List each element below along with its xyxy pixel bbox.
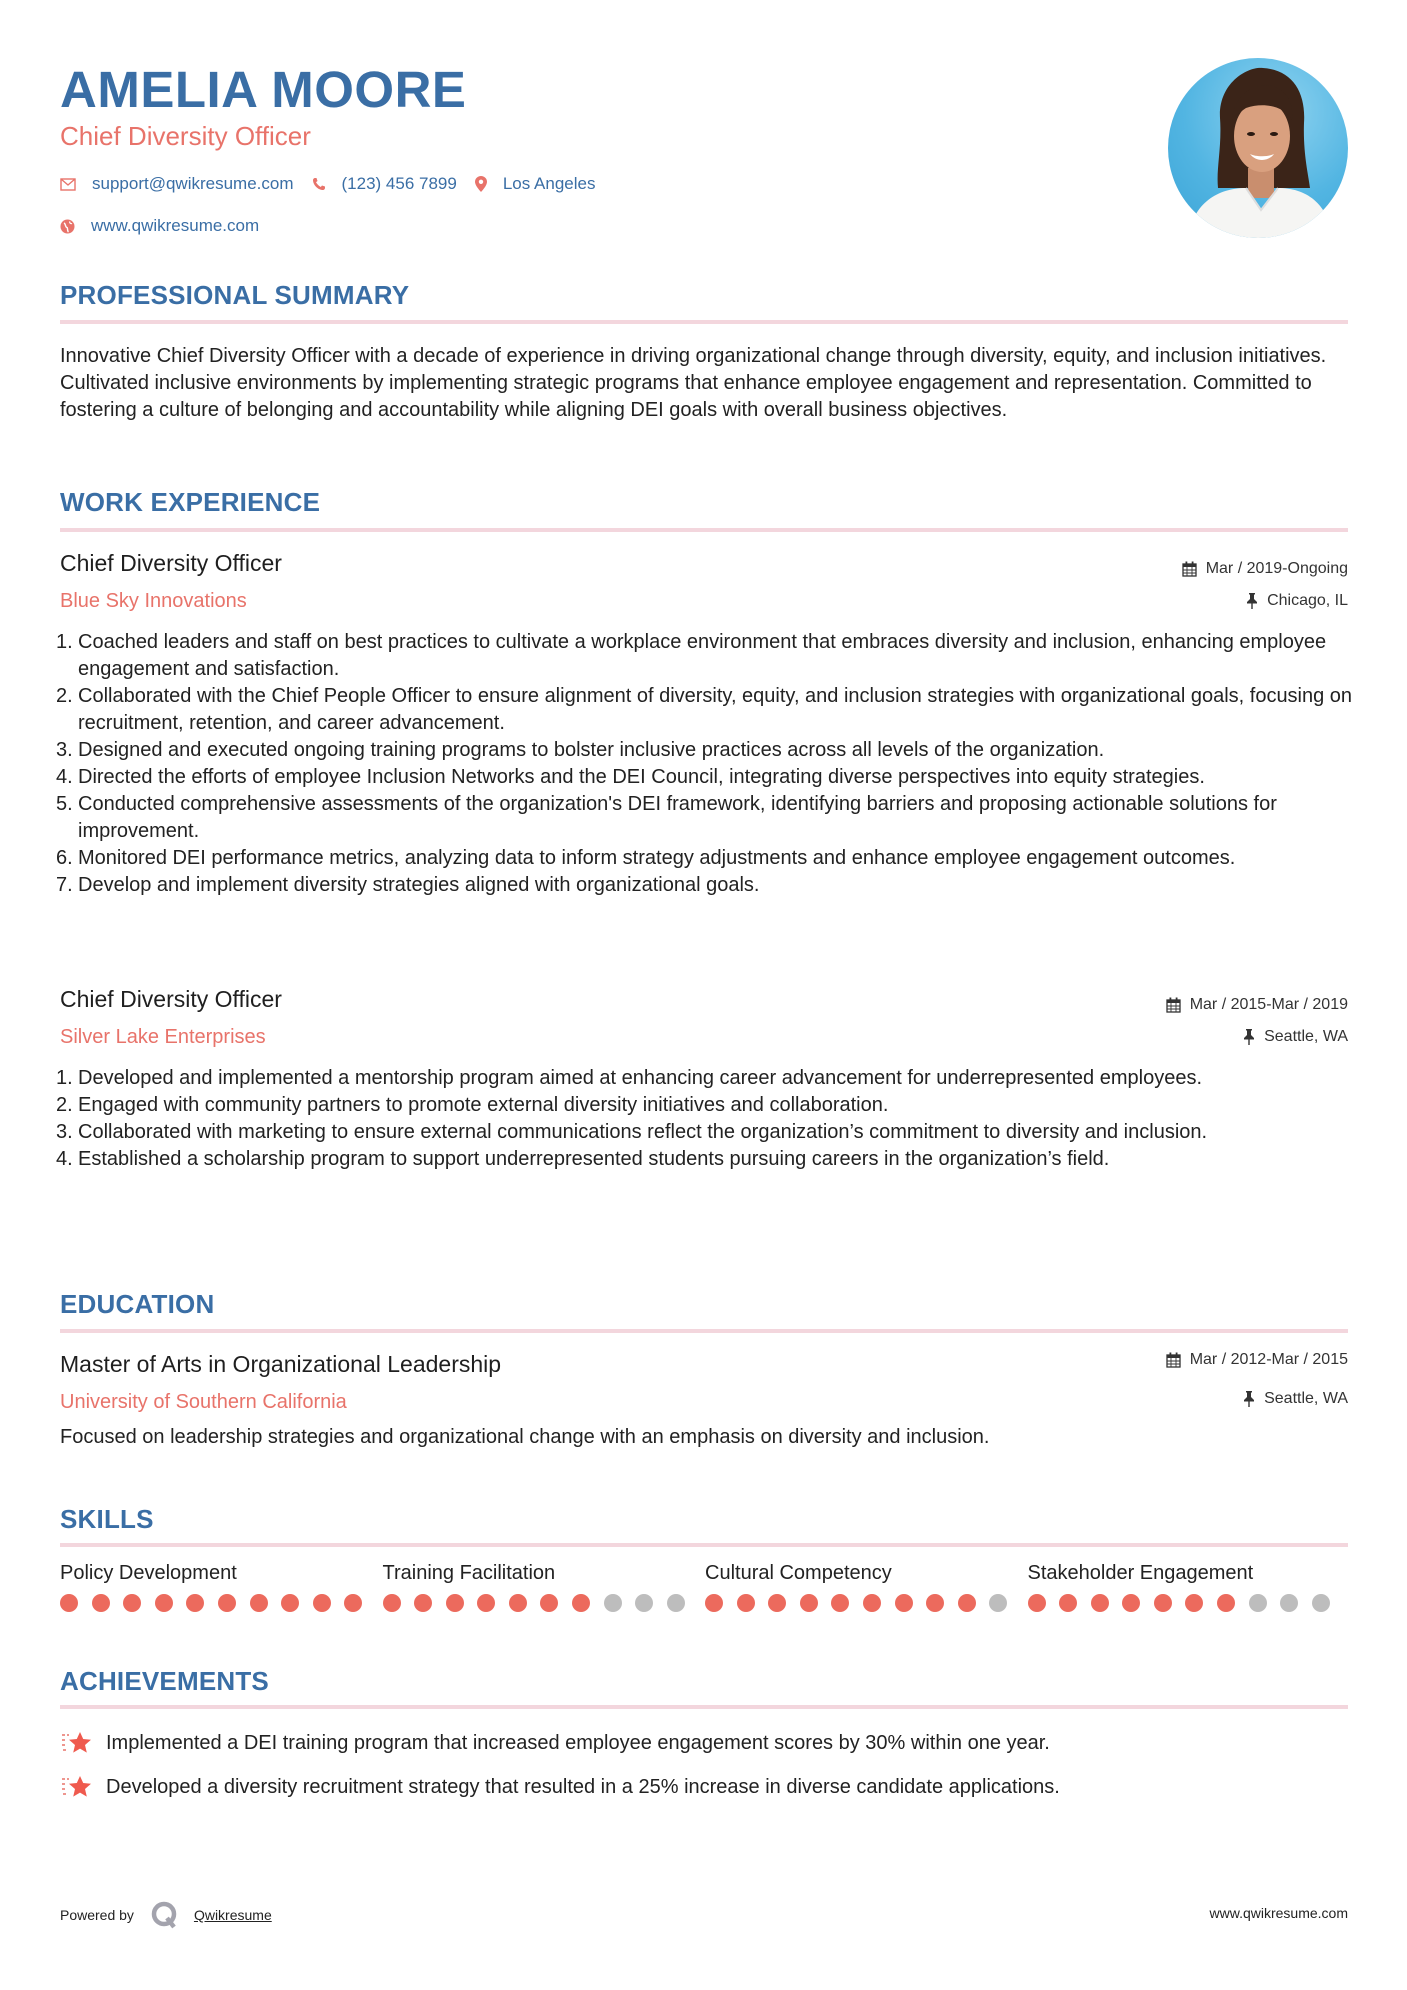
school-name: University of Southern California <box>60 1391 347 1413</box>
section-divider <box>60 1705 1348 1709</box>
skills-heading: SKILLS <box>60 1504 154 1534</box>
skill-name: Cultural Competency <box>705 1562 892 1584</box>
rating-dot-filled <box>383 1594 401 1612</box>
rating-dot-filled <box>155 1594 173 1612</box>
calendar-icon <box>1166 1352 1181 1368</box>
summary-heading: PROFESSIONAL SUMMARY <box>60 280 410 310</box>
contact-location <box>475 174 596 194</box>
candidate-title: Chief Diversity Officer <box>60 121 311 151</box>
skill-item <box>60 1560 383 1612</box>
skill-name: Training Facilitation <box>382 1562 556 1584</box>
candidate-name: AMELIA MOORE <box>60 61 467 118</box>
rating-dot-filled <box>281 1594 299 1612</box>
rating-dot-filled <box>737 1594 755 1612</box>
contact-email[interactable] <box>60 174 294 194</box>
rating-dot-filled <box>1122 1594 1140 1612</box>
list-item: 3. Designed and executed ongoing training programs to bolster inclusive practices across all levels of the organization. <box>56 739 1105 761</box>
job-location <box>1246 590 1348 612</box>
email-text: support@qwikresume.com <box>92 174 294 193</box>
pushpin-icon <box>1243 1391 1255 1407</box>
job-responsibilities <box>56 1065 1355 1173</box>
skills-list <box>60 1560 1350 1612</box>
job-company: Silver Lake Enterprises <box>60 1026 266 1048</box>
education-description: Focused on leadership strategies and organizational change with an emphasis on diversity and inclusion. <box>60 1426 990 1448</box>
achievement-text: Developed a diversity recruitment strategy that resulted in a 25% increase in diverse candidate applications. <box>106 1776 1060 1798</box>
rating-dot-filled <box>1091 1594 1109 1612</box>
rating-dot-filled <box>705 1594 723 1612</box>
rating-dot-filled <box>250 1594 268 1612</box>
education-location-text: Seattle, WA <box>1264 1390 1348 1407</box>
skill-rating <box>1028 1594 1351 1612</box>
rating-dot-filled <box>863 1594 881 1612</box>
skill-name: Policy Development <box>60 1562 237 1584</box>
rating-dot-filled <box>540 1594 558 1612</box>
calendar-icon <box>1166 997 1181 1013</box>
list-item: 7. Develop and implement diversity strategies aligned with organizational goals. <box>56 874 760 896</box>
achievement-text: Implemented a DEI training program that increased employee engagement scores by 30% within one year. <box>106 1732 1050 1754</box>
pushpin-icon <box>1243 1029 1255 1045</box>
skill-rating <box>705 1594 1028 1612</box>
rating-dot-filled <box>1028 1594 1046 1612</box>
person-photo-icon <box>1168 58 1348 238</box>
rating-dot-filled <box>344 1594 362 1612</box>
education-heading: EDUCATION <box>60 1289 215 1319</box>
phone-icon <box>312 177 326 191</box>
job-location-text: Seattle, WA <box>1264 1028 1348 1045</box>
shooting-star-icon <box>60 1729 94 1757</box>
list-item: 4. Established a scholarship program to support underrepresented students pursuing careers in the organization’s field. <box>56 1148 1110 1170</box>
job-dates-text: Mar / 2019-Ongoing <box>1205 560 1348 577</box>
globe-icon <box>60 219 75 234</box>
rating-dot-filled <box>313 1594 331 1612</box>
footer-url[interactable]: www.qwikresume.com <box>1209 1905 1348 1921</box>
rating-dot-filled <box>1059 1594 1077 1612</box>
rating-dot-filled <box>509 1594 527 1612</box>
rating-dot-filled <box>572 1594 590 1612</box>
location-text: Los Angeles <box>502 174 596 193</box>
list-item: 6. Monitored DEI performance metrics, analyzing data to inform strategy adjustments and enhance employee engagement outcomes. <box>56 847 1236 869</box>
powered-by-label: Powered by <box>60 1907 134 1923</box>
summary-text: Innovative Chief Diversity Officer with a decade of experience in driving organizational change through diversity, equity, and inclusion initiatives. Cultivated inclusive environments by implementing strategic programs that enhance employee engagement and representation. Committed to fostering a culture of belonging and accountability while aligning DEI goals with overall business objectives. <box>60 345 1327 421</box>
skill-name: Stakeholder Engagement <box>1027 1562 1254 1584</box>
map-pin-icon <box>475 176 487 192</box>
qwikresume-link[interactable]: Qwikresume <box>193 1907 272 1923</box>
rating-dot-empty <box>1249 1594 1267 1612</box>
rating-dot-empty <box>667 1594 685 1612</box>
rating-dot-filled <box>1154 1594 1172 1612</box>
phone-text: (123) 456 7899 <box>341 174 457 193</box>
rating-dot-filled <box>477 1594 495 1612</box>
section-divider <box>60 320 1348 324</box>
rating-dot-filled <box>414 1594 432 1612</box>
job-dates-text: Mar / 2015-Mar / 2019 <box>1189 996 1348 1013</box>
section-divider <box>60 1543 1348 1547</box>
rating-dot-filled <box>831 1594 849 1612</box>
rating-dot-filled <box>1217 1594 1235 1612</box>
list-item: 2. Engaged with community partners to promote external diversity initiatives and collaboration. <box>56 1094 889 1116</box>
rating-dot-filled <box>800 1594 818 1612</box>
rating-dot-filled <box>60 1594 78 1612</box>
rating-dot-filled <box>1185 1594 1203 1612</box>
job-responsibilities <box>56 629 1355 899</box>
website-text: www.qwikresume.com <box>91 216 260 235</box>
job-location-text: Chicago, IL <box>1267 592 1348 609</box>
achievement-item <box>60 1773 1060 1801</box>
list-item: 1. Coached leaders and staff on best practices to cultivate a workplace environment that embraces diversity and inclusion, enhancing employee engagement and satisfaction. <box>56 631 1327 680</box>
contact-row <box>60 172 613 196</box>
profile-photo <box>1168 58 1348 238</box>
rating-dot-filled <box>186 1594 204 1612</box>
rating-dot-empty <box>989 1594 1007 1612</box>
achievement-item <box>60 1729 1050 1757</box>
qwikresume-logo-icon <box>150 1900 180 1930</box>
experience-heading: WORK EXPERIENCE <box>60 487 321 517</box>
skill-item <box>705 1560 1028 1612</box>
job-title: Chief Diversity Officer <box>60 986 282 1012</box>
job-dates <box>1182 558 1348 580</box>
shooting-star-icon <box>60 1773 94 1801</box>
rating-dot-filled <box>446 1594 464 1612</box>
contact-phone[interactable] <box>312 174 457 194</box>
pushpin-icon <box>1246 593 1258 609</box>
list-item: 1. Developed and implemented a mentorship program aimed at enhancing career advancement for underrepresented employees. <box>56 1067 1202 1089</box>
rating-dot-filled <box>768 1594 786 1612</box>
job-location <box>1243 1026 1348 1048</box>
achievements-heading: ACHIEVEMENTS <box>60 1666 269 1696</box>
rating-dot-filled <box>218 1594 236 1612</box>
section-divider <box>60 528 1348 532</box>
degree-title: Master of Arts in Organizational Leadership <box>60 1351 502 1377</box>
list-item: 2. Collaborated with the Chief People Officer to ensure alignment of diversity, equity, and inclusion strategies with organizational goals, focusing on recruitment, retention, and career advancement. <box>56 685 1353 734</box>
rating-dot-empty <box>604 1594 622 1612</box>
job-dates <box>1166 994 1348 1016</box>
rating-dot-filled <box>958 1594 976 1612</box>
education-dates <box>1166 1349 1348 1371</box>
list-item: 3. Collaborated with marketing to ensure external communications reflect the organization’s commitment to diversity and inclusion. <box>56 1121 1208 1143</box>
rating-dot-empty <box>635 1594 653 1612</box>
education-dates-text: Mar / 2012-Mar / 2015 <box>1189 1351 1348 1368</box>
rating-dot-filled <box>895 1594 913 1612</box>
skill-rating <box>60 1594 383 1612</box>
rating-dot-filled <box>92 1594 110 1612</box>
job-company: Blue Sky Innovations <box>60 590 247 612</box>
list-item: 4. Directed the efforts of employee Inclusion Networks and the DEI Council, integrating diverse perspectives into equity strategies. <box>56 766 1205 788</box>
skill-item <box>1028 1560 1351 1612</box>
rating-dot-filled <box>123 1594 141 1612</box>
contact-website[interactable] <box>60 214 259 238</box>
rating-dot-empty <box>1280 1594 1298 1612</box>
job-title: Chief Diversity Officer <box>60 550 282 576</box>
section-divider <box>60 1329 1348 1333</box>
skill-item <box>383 1560 706 1612</box>
skill-rating <box>383 1594 706 1612</box>
rating-dot-empty <box>1312 1594 1330 1612</box>
education-location <box>1243 1388 1348 1410</box>
list-item: 5. Conducted comprehensive assessments of the organization's DEI framework, identifying barriers and proposing actionable solutions for improvement. <box>56 793 1277 842</box>
calendar-icon <box>1182 561 1197 577</box>
rating-dot-filled <box>926 1594 944 1612</box>
footer-branding <box>60 1900 272 1930</box>
envelope-icon <box>60 178 76 191</box>
